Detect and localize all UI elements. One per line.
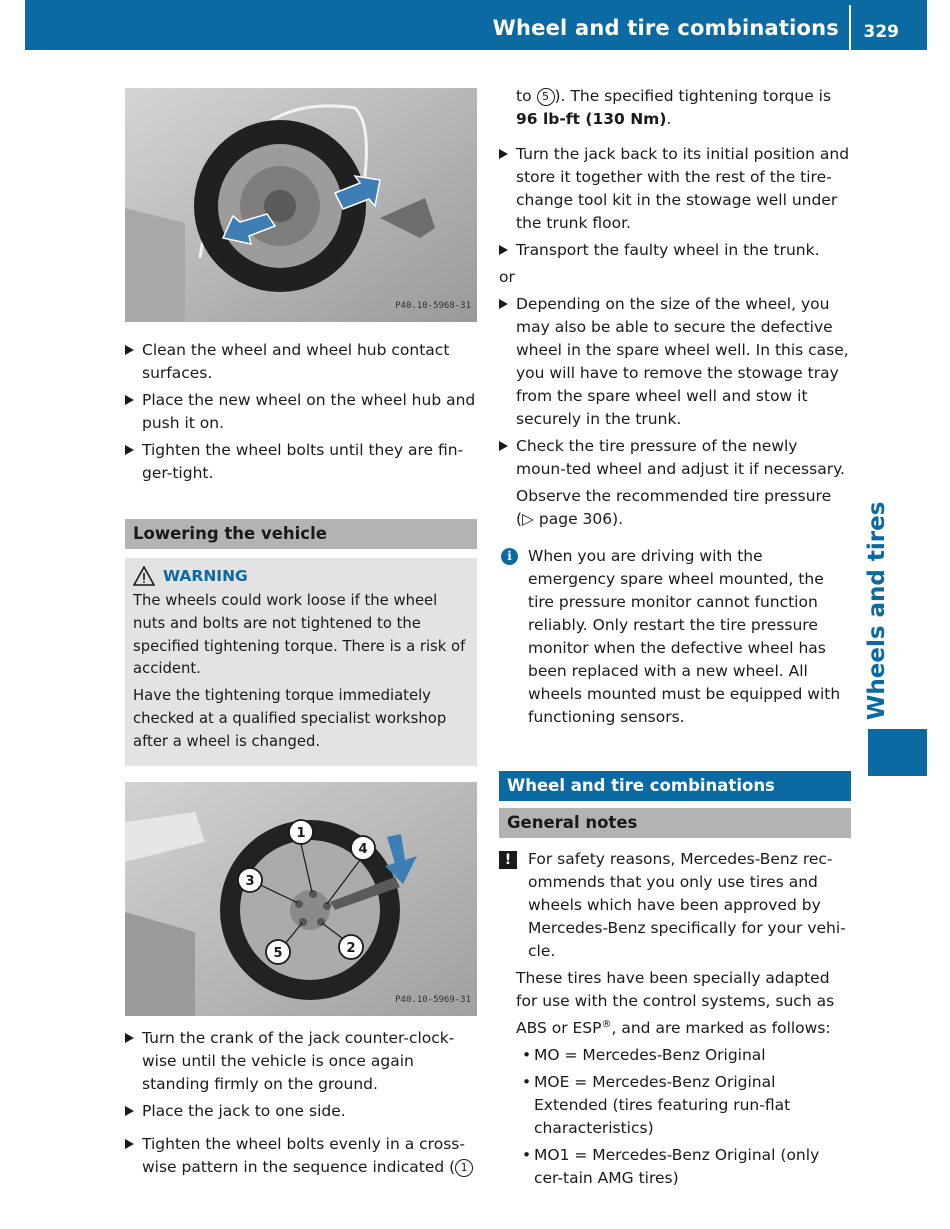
side-tab (864, 501, 894, 720)
callout-2: 2 (346, 940, 356, 956)
header-divider (849, 5, 851, 50)
marking-moe: • MOE = Mercedes-Benz Original Extended (tires featuring run-flat characteristics) (522, 1073, 791, 1138)
left-column (125, 88, 477, 1183)
exclamation-icon: ! (499, 851, 517, 869)
step-arrow-icon (125, 445, 134, 455)
step-arrow-icon (499, 441, 508, 451)
step-tighten-bolts: Tighten the wheel bolts until they are fin-ger-tight. (125, 439, 477, 485)
step-transport-wheel: Transport the faulty wheel in the trunk. (499, 239, 851, 262)
info-icon: i (501, 548, 518, 565)
step-arrow-icon (125, 345, 134, 355)
step-arrow-icon (125, 1139, 134, 1149)
warning-box (125, 558, 477, 766)
torque-continuation: to 5 ). The specified tightening torque is 96 lb-ft (130 Nm). (516, 87, 832, 128)
figure-code: P40.10-5968-31 (395, 301, 471, 311)
adapted-tires-text: These tires have been specially adapted for use with the control systems, such as ABS or ESP®, and are marked as follows: (516, 969, 835, 1038)
step-place-wheel: Place the new wheel on the wheel hub and push it on. (125, 389, 477, 435)
sub-heading-general-notes: General notes (499, 808, 851, 838)
step-turn-crank: Turn the crank of the jack counter-clock-wise until the vehicle is once again standing firmly on the ground. (125, 1027, 477, 1096)
figure-code: P40.10-5969-31 (395, 994, 471, 1005)
callout-1: 1 (296, 825, 306, 841)
warning-text-1: The wheels could work loose if the wheel nuts and bolts are not tightened to the specified tightening torque. There is a risk of accident. (133, 592, 466, 678)
header-title: Wheel and tire combinations (492, 16, 839, 40)
step-arrow-icon (125, 1033, 134, 1043)
step-arrow-icon (125, 1106, 134, 1116)
callout-5: 5 (273, 945, 283, 961)
callout-3: 3 (245, 873, 255, 889)
torque-value: 96 lb-ft (130 Nm) (516, 110, 667, 128)
marking-mo1: • MO1 = Mercedes-Benz Original (only cer-tain AMG tires) (522, 1146, 820, 1188)
safety-note: ! For safety reasons, Mercedes-Benz rec-ommends that you only use tires and wheels which have been approved by Mercedes-Benz specifically for your vehi-cle. (499, 848, 851, 963)
section-heading-lowering: Lowering the vehicle (125, 519, 477, 549)
callout-ref-5: 5 (537, 88, 555, 106)
marking-mo: • MO = Mercedes-Benz Original (522, 1046, 766, 1065)
step-tighten-crosswise: Tighten the wheel bolts evenly in a cross-wise pattern in the sequence indicated ( 1 (125, 1133, 477, 1179)
callout-ref-1: 1 (455, 1159, 473, 1177)
step-arrow-icon (125, 395, 134, 405)
bolt-sequence-illustration (125, 782, 477, 1016)
step-check-pressure: Check the tire pressure of the newly moun-ted wheel and adjust it if necessary. (499, 435, 851, 481)
warning-text-2: Have the tightening torque immediately checked at a qualified specialist workshop after a wheel is changed. (133, 687, 447, 750)
step-arrow-icon (499, 299, 508, 309)
warning-title: WARNING (133, 562, 469, 590)
step-arrow-icon (499, 245, 508, 255)
or-separator: or (499, 268, 515, 286)
side-tab-marker (868, 729, 927, 776)
warning-triangle-icon (133, 566, 155, 586)
step-clean-wheel: Clean the wheel and wheel hub contact surfaces. (125, 339, 477, 385)
page-header (25, 0, 927, 50)
info-note: i When you are driving with the emergency spare wheel mounted, the tire pressure monitor cannot function reliably. Only restart the tire pressure monitor when the defective wheel has been replaced with a new wheel. All wheels mounted must be equipped with functioning sensors. (499, 545, 851, 729)
figure-wheel-mounting (125, 88, 477, 322)
right-column (499, 85, 851, 1194)
step-store-jack: Turn the jack back to its initial position and store it together with the rest of the tire-change tool kit in the stowage well under the trunk floor. (499, 143, 851, 235)
step-secure-spare-well: Depending on the size of the wheel, you may also be able to secure the defective wheel in the spare wheel well. In this case, you will have to remove the stowage tray from the spare wheel well and stow it securely in the trunk. (499, 293, 851, 431)
figure-bolt-sequence (125, 782, 477, 1016)
wheel-mounting-illustration (125, 88, 477, 322)
step-arrow-icon (499, 149, 508, 159)
callout-4: 4 (358, 841, 368, 857)
step-place-jack: Place the jack to one side. (125, 1100, 477, 1123)
observe-pressure: Observe the recommended tire pressure (▷ page 306). (516, 487, 832, 528)
section-heading-wheel-tire: Wheel and tire combinations (499, 771, 851, 801)
side-tab-label: Wheels and tires (864, 501, 890, 720)
page-number: 329 (863, 22, 899, 42)
